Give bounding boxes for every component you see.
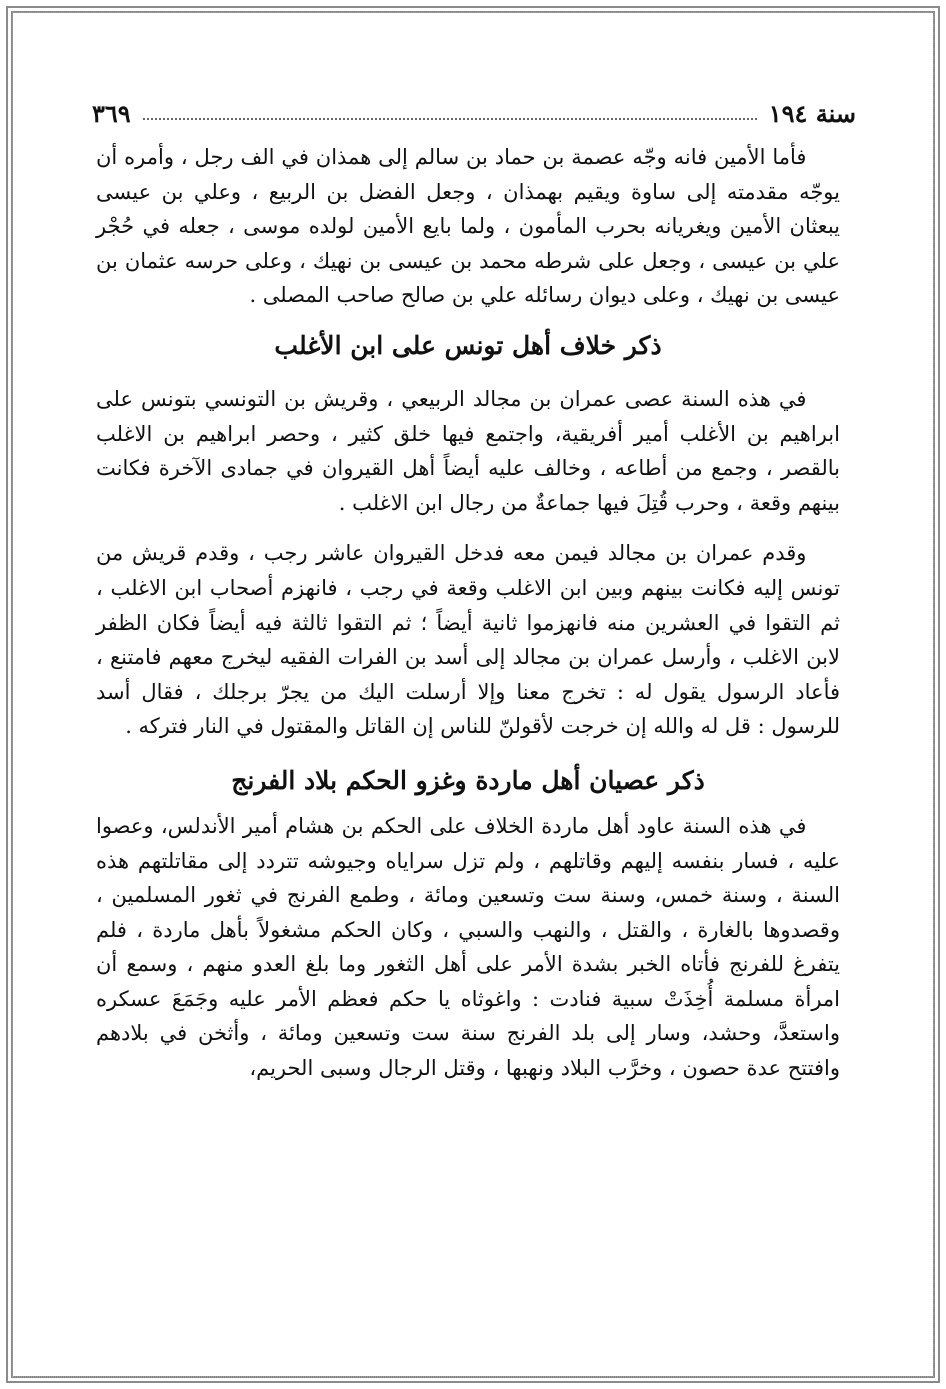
running-header <box>92 92 856 128</box>
page-number: ٣٦٩ <box>92 99 131 128</box>
paragraph: وقدم عمران بن مجالد فيمن معه فدخل القيروان عاشر رجب ، وقدم قريش من تونس إليه فكانت بينهم وبين ابن الاغلب وقعة في رجب ، فانهزم أصحاب ابن الاغلب ، ثم التقوا في العشرين منه فانهزموا ثانية أيضاً ؛ ثم التقوا ثالثة فيه أيضاً فكان الظفر لابن الاغلب ، وأرسل عمران بن مجالد إلى أسد بن الفرات الفقيه ليخرج معهم فامتنع ، فأعاد الرسول يقول له : تخرج معنا وإلا أرسلت اليك من يجرّ برجلك ، فقال أسد للرسول : قل له والله إن خرجت لأقولنّ للناس إن القاتل والمقتول في النار فتركه . <box>96 541 841 739</box>
header-year: سنة ١٩٤ <box>768 99 856 128</box>
section-heading: ذكر عصيان أهل ماردة وغزو الحكم بلاد الفرنج <box>231 765 705 795</box>
paragraph: في هذه السنة عصى عمران بن مجالد الربيعي ، وقريش بن التونسي بتونس على ابراهيم بن الأغلب أمير أفريقية، واجتمع فيها خلق كثير ، وحصر ابراهيم بن الاغلب بالقصر ، وجمع من أطاعه ، وخالف عليه أيضاً أهل القيروان في جمادى الآخرة فكانت بينهم وقعة ، وحرب قُتِلَ فيها جماعةٌ من رجال ابن الاغلب . <box>96 386 840 515</box>
paragraph: فأما الأمين فانه وجّه عصمة بن حماد بن سالم إلى همذان في الف رجل ، وأمره أن يوجّه مقدمته إلى ساوة ويقيم بهمذان ، وجعل الفضل بن الربيع ، وعلي بن عيسى يبعثان الأمين ويغريانه بحرب المأمون ، ولما بايع الأمين لولده موسى ، جعله في حُجْر علي بن عيسى ، وجعل على شرطه محمد بن عيسى بن نهيك ، وعلى حرسه عثمان بن عيسى بن نهيك ، وعلى ديوان رسائله علي بن صالح صاحب المصلى . <box>96 145 840 308</box>
section-heading: ذكر خلاف أهل تونس على ابن الأغلب <box>274 330 662 360</box>
paragraph: في هذه السنة عاود أهل ماردة الخلاف على الحكم بن هشام أمير الأندلس، وعصوا عليه ، فسار بنفسه إليهم وقاتلهم ، ولم تزل سراياه وجيوشه تتردد إلى مقاتلتهم هذه السنة ، وسنة خمس، وسنة ست وتسعين ومائة ، وطمع الفرنج في ثغور المسلمين ، وقصدوها بالغارة ، والقتل ، والنهب والسبي ، وكان الحكم مشغولاً بأهل ماردة ، فلم يتفرغ للفرنج فأتاه الخبر بشدة الأمر على أهل الثغور وما بلغ العدو منهم ، وسمع أن امرأة مسلمة أُخِذَتْ سبية فنادت : واغوثاه يا حكم فعظم الأمر عليه وجَمَعَ عسكره واستعدَّ، وحشد، وسار إلى بلد الفرنج سنة ست وتسعين ومائة ، وأثخن في بلادهم وافتتح عدة حصون ، وخرَّب البلاد ونهبها ، وقتل الرجال وسبى الحريم، <box>96 813 841 1081</box>
page-body <box>96 140 840 1086</box>
header-leader-dots <box>143 118 757 120</box>
